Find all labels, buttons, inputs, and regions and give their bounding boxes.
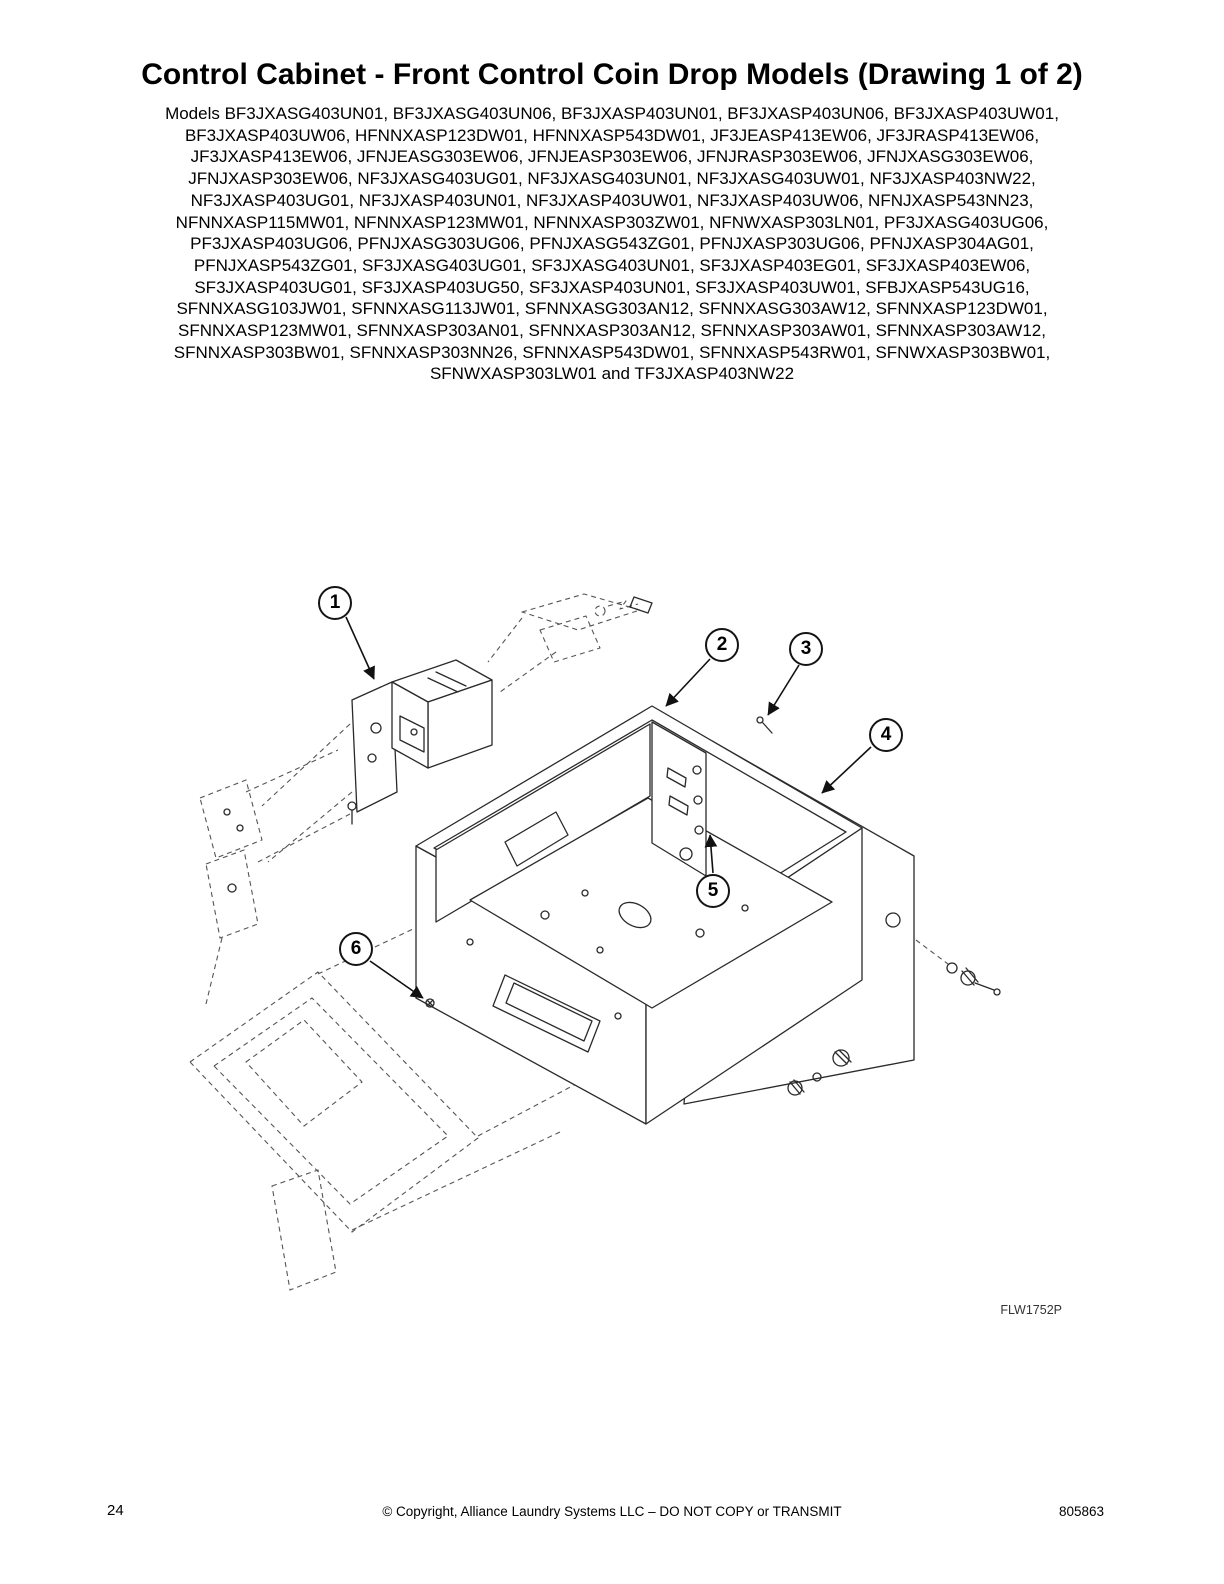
model-line: PF3JXASP403UG06, PFNJXASG303UG06, PFNJXASG543ZG01, PFNJXASP303UG06, PFNJXASP304AG01, (190, 234, 1034, 254)
doc-number: 805863 (1058, 1504, 1104, 1519)
left-dashed-panels (200, 780, 262, 938)
page-number: 24 (107, 1502, 124, 1519)
callout-number: 5 (707, 880, 719, 901)
model-line: NF3JXASP403UG01, NF3JXASP403UN01, NF3JXASP403UW01, NF3JXASP403UW06, NFNJXASP543NN23, (190, 190, 1034, 210)
model-line: SFNNXASP303BW01, SFNNXASP303NN26, SFNNXASP543DW01, SFNNXASP543RW01, SFNWXASP303BW01, (173, 342, 1051, 362)
page-title: Control Cabinet - Front Control Coin Drop Models (Drawing 1 of 2) (141, 58, 1083, 91)
model-line: SFNNXASG103JW01, SFNNXASG113JW01, SFNNXASG303AN12, SFNNXASG303AW12, SFNNXASP123DW01, (176, 299, 1048, 319)
callout-3 (789, 632, 823, 666)
callout-number: 6 (350, 938, 362, 959)
callout-5 (696, 874, 730, 908)
callout-number: 3 (800, 638, 812, 659)
callout-number: 1 (329, 592, 341, 613)
model-line: JF3JXASP413EW06, JFNJEASG303EW06, JFNJEASP303EW06, JFNJRASP303EW06, JFNJXASG303EW06, (190, 147, 1034, 167)
callout-2 (705, 628, 739, 662)
model-line: SFNWXASP303LW01 and TF3JXASP403NW22 (429, 364, 795, 384)
copyright-text: © Copyright, Alliance Laundry Systems LLC – DO NOT COPY or TRANSMIT (382, 1504, 842, 1519)
callout-1 (318, 586, 352, 620)
callout-4 (869, 718, 903, 752)
model-line: SF3JXASP403UG01, SF3JXASP403UG50, SF3JXASP403UN01, SF3JXASP403UW01, SFBJXASP543UG16, (194, 277, 1030, 297)
callout-number: 2 (716, 634, 728, 655)
callout-6 (339, 932, 373, 966)
page-footer (0, 1502, 1224, 1532)
coin-drop-assembly (522, 594, 652, 662)
model-line: JFNJXASP303EW06, NF3JXASG403UG01, NF3JXASG403UN01, NF3JXASG403UW01, NF3JXASP403NW22, (188, 169, 1036, 189)
model-line: NFNNXASP115MW01, NFNNXASP123MW01, NFNNXASP303ZW01, NFNWXASP303LN01, PF3JXASG403UG06, (175, 212, 1049, 232)
callout-number: 4 (880, 724, 892, 745)
front-panel-frame (190, 972, 478, 1290)
control-bracket (348, 660, 492, 824)
model-line: PFNJXASP543ZG01, SF3JXASG403UG01, SF3JXASG403UN01, SF3JXASP403EG01, SF3JXASP403EW06, (193, 255, 1031, 275)
model-line: SFNNXASP123MW01, SFNNXASP303AN01, SFNNXASP303AN12, SFNNXASP303AW01, SFNNXASP303AW12, (178, 321, 1046, 341)
model-line: Models BF3JXASG403UN01, BF3JXASG403UN06, BF3JXASP403UN01, BF3JXASP403UN06, BF3JXASP403UW01, (165, 104, 1059, 123)
model-line: BF3JXASP403UW06, HFNNXASP123DW01, HFNNXASP543DW01, JF3JEASP413EW06, JF3JRASP413EW06, (184, 125, 1040, 145)
figure-code: FLW1752P (1000, 1303, 1062, 1317)
